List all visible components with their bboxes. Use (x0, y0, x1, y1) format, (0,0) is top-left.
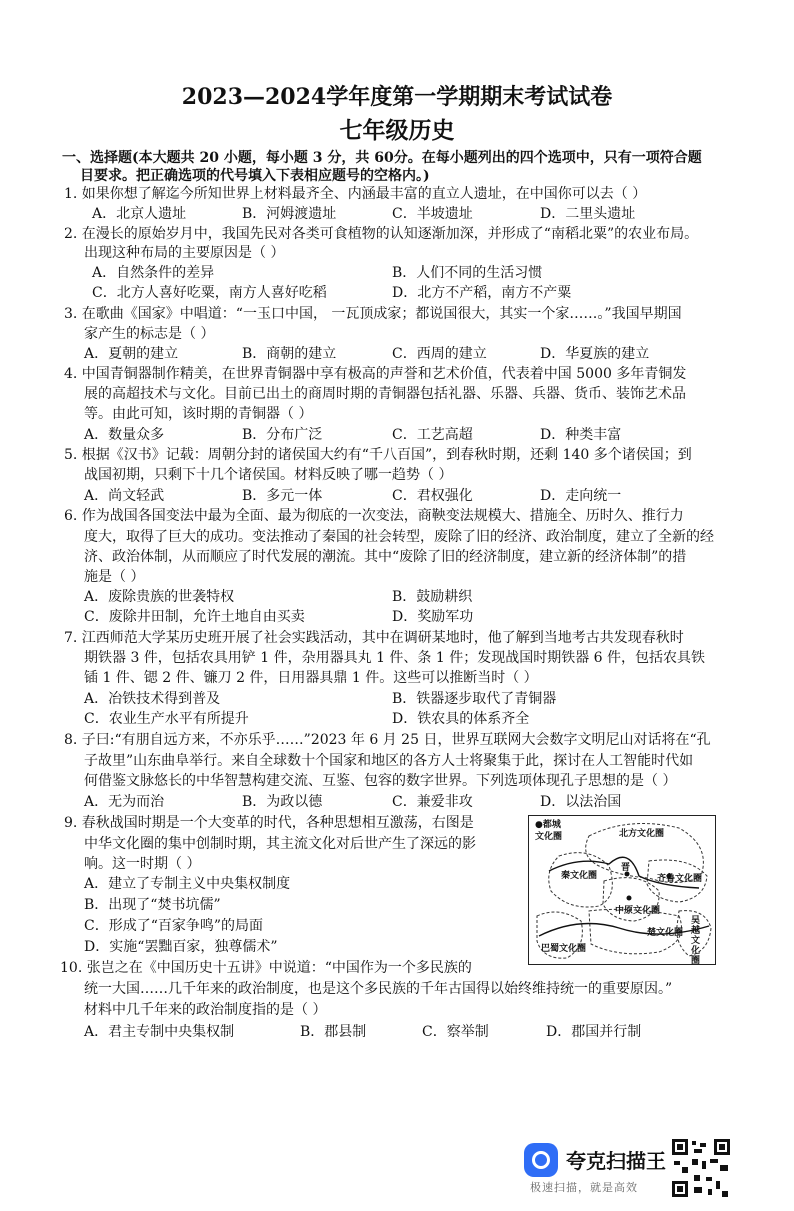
section-instruction-line1: 一、选择题(本大题共 20 小题，每小题 3 分，共 60分。在每小题列出的四个选项中，只有一项符合题 (62, 150, 702, 166)
map-label-chu: 楚文化圈 (647, 928, 684, 938)
q9-stem-line2: 中华文化圈的集中创制时期，其主流文化对后世产生了深远的影 (84, 836, 476, 852)
q7-stem-line1: 7. 江西师范大学某历史班开展了社会实践活动，其中在调研某地时，他了解到当地考古共发现春秋时 (64, 630, 684, 646)
q7-option-d: D．铁农具的体系齐全 (392, 711, 530, 727)
q9-option-a: A．建立了专制主义中央集权制度 (84, 876, 291, 892)
q3-stem-line1: 3. 在歌曲《国家》中唱道：“一玉口中国， 一瓦顶成家；都说国很大，其实一个家……。”我国早期国 (64, 306, 682, 322)
q3-stem-line2: 家产生的标志是（ ） (84, 326, 215, 342)
q1-option-c: C．半坡遗址 (392, 206, 473, 222)
map-legend-capital: ●都城 (535, 820, 561, 830)
q3-option-d: D．华夏族的建立 (540, 346, 650, 362)
q9-option-c: C．形成了“百家争鸣”的局面 (84, 918, 264, 934)
q5-stem-line1: 5. 根据《汉书》记载：周朝分封的诸侯国大约有“千八百国”，到春秋时期，还剩 140 多个诸侯国；到 (64, 447, 692, 463)
q8-option-b: B．为政以德 (242, 794, 323, 810)
section-instruction-line2: 目要求。把正确选项的代号填入下表相应题号的空格内。) (80, 168, 430, 184)
scanner-brand-name: 夸克扫描王 (566, 1149, 666, 1173)
q4-stem-line2: 展的高超技术与文化。目前已出土的商周时期的青铜器包括礼器、乐器、兵器、货币、装饰艺术品 (84, 386, 686, 402)
q6-stem-line4: 施是（ ） (84, 569, 145, 585)
scanner-logo-icon (524, 1143, 558, 1177)
map-label-jin: 晋 (621, 863, 631, 873)
q10-option-d: D．郡国并行制 (546, 1024, 642, 1040)
q4-stem-line3: 等。由此可知，该时期的青铜器（ ） (84, 406, 313, 422)
q9-stem-line3: 响。这一时期（ ） (84, 856, 201, 872)
q2-stem-line1: 2. 在漫长的原始岁月中，我国先民对各类可食植物的认知逐渐加深，并形成了“南稻北粟”的农业布局。 (64, 226, 699, 242)
q4-stem-line1: 4. 中国青铜器制作精美，在世界青铜器中享有极高的声誉和艺术价值，代表着中国 5000 多年青铜发 (64, 366, 687, 382)
q10-option-c: C．察举制 (422, 1024, 489, 1040)
q10-option-b: B．郡县制 (300, 1024, 367, 1040)
q3-option-a: A．夏朝的建立 (84, 346, 179, 362)
map-legend-culture: 文化圈 (535, 832, 563, 842)
map-label-qin: 秦文化圈 (561, 871, 598, 881)
q3-option-c: C．西周的建立 (392, 346, 487, 362)
q7-stem-line3: 锸 1 件、锶 2 件、镰刀 2 件，日用器具鼎 1 件。这些可以推断当时（ ） (84, 670, 538, 686)
q5-stem-line2: 战国初期，只剩下十几个诸侯国。材料反映了哪一趋势（ ） (84, 467, 453, 483)
q8-option-c: C．兼爱非攻 (392, 794, 473, 810)
q8-option-d: D．以法治国 (540, 794, 622, 810)
q6-option-b: B．鼓励耕织 (392, 589, 473, 605)
q7-option-a: A．冶铁技术得到普及 (84, 691, 221, 707)
q6-option-a: A．废除贵族的世袭特权 (84, 589, 235, 605)
q5-option-c: C．君权强化 (392, 488, 473, 504)
q1-option-a: A．北京人遗址 (92, 206, 187, 222)
q4-option-a: A．数量众多 (84, 427, 165, 443)
scanner-slogan: 极速扫描，就是高效 (530, 1181, 638, 1194)
map-label-central: 中原文化圈 (615, 906, 661, 916)
qr-code-icon (670, 1137, 732, 1199)
q2-stem-line2: 出现这种布局的主要原因是（ ） (84, 245, 285, 261)
q7-stem-line2: 期铁器 3 件，包括农具用铲 1 件，杂用器具丸 1 件、条 1 件；发现战国时期铁器 6 件，包括农具铁 (84, 650, 706, 666)
culture-circle-map (528, 815, 716, 965)
q4-option-d: D．种类丰富 (540, 427, 622, 443)
q6-option-d: D．奖励军功 (392, 609, 474, 625)
q2-option-c: C．北方人喜好吃粟，南方人喜好吃稻 (92, 285, 327, 301)
exam-title: 2023—2024学年度第一学期期末考试试卷 (181, 84, 613, 110)
q8-option-a: A．无为而治 (84, 794, 165, 810)
q2-option-b: B．人们不同的生活习惯 (392, 265, 543, 281)
q2-option-d: D．北方不产稻，南方不产粟 (392, 285, 572, 301)
q1-option-b: B．河姆渡遗址 (242, 206, 337, 222)
q7-option-c: C．农业生产水平有所提升 (84, 711, 249, 727)
map-label-bashu: 巴蜀文化圈 (541, 944, 587, 954)
q8-stem-line3: 何借鉴文脉悠长的中华智慧构建交流、互鉴、包容的数字世界。下列选项体现孔子思想的是（ ） (84, 773, 677, 789)
yangtze-river (539, 924, 709, 937)
q10-stem-line1: 10. 张岂之在《中国历史十五讲》中说道：“中国作为一个多民族的 (60, 960, 472, 976)
q9-option-d: D．实施“罢黜百家，独尊儒术” (84, 939, 278, 955)
q9-stem-line1: 9. 春秋战国时期是一个大变革的时代，各种思想相互激荡，右图是 (64, 815, 474, 831)
q10-stem-line2: 统一大国……几千年来的政治制度，也是这个多民族的千年古国得以始终维持统一的重要原因。” (84, 981, 673, 997)
map-label-wuyue: 吴越文化圈 (691, 916, 701, 966)
q2-option-a: A．自然条件的差异 (92, 265, 215, 281)
q1-stem: 1. 如果你想了解迄今所知世界上材料最齐全、内涵最丰富的直立人遗址，在中国你可以去（ ） (64, 186, 647, 202)
q3-option-b: B．商朝的建立 (242, 346, 337, 362)
map-label-north: 北方文化圈 (619, 829, 665, 839)
q4-option-c: C．工艺高超 (392, 427, 473, 443)
q5-option-a: A．尚文轻武 (84, 488, 165, 504)
q9-option-b: B．出现了“焚书坑儒” (84, 897, 221, 913)
q5-option-b: B．多元一体 (242, 488, 323, 504)
q10-stem-line3: 材料中几千年来的政治制度指的是（ ） (84, 1002, 327, 1018)
q1-option-d: D．二里头遗址 (540, 206, 636, 222)
q5-option-d: D．走向统一 (540, 488, 622, 504)
q8-stem-line2: 子故里”山东曲阜举行。来自全球数十个国家和地区的各方人士将聚集于此，探讨在人工智能时代如 (84, 753, 694, 769)
q6-stem-line3: 济、政治体制，从而顺应了时代发展的潮流。其中“废除了旧的经济制度，建立新的经济体制”的措 (84, 549, 687, 565)
scanner-watermark (524, 1137, 734, 1205)
q7-option-b: B．铁器逐步取代了青铜器 (392, 691, 557, 707)
q6-stem-line2: 度大，取得了巨大的成功。变法推动了秦国的社会转型，废除了旧的经济、政治制度，建立了全新的经 (84, 529, 714, 545)
q8-stem-line1: 8. 子曰:“有朋自远方来，不亦乐乎……”2023 年 6 月 25 日，世界互联网大会数字文明尼山对话将在“孔 (64, 732, 711, 748)
exam-subtitle: 七年级历史 (339, 117, 455, 144)
q6-option-c: C．废除井田制，允许土地自由买卖 (84, 609, 305, 625)
capital-dot (627, 896, 632, 901)
q10-option-a: A．君主专制中央集权制 (84, 1024, 235, 1040)
q4-option-b: B．分布广泛 (242, 427, 323, 443)
map-label-qilu: 齐鲁文化圈 (657, 874, 703, 884)
q6-stem-line1: 6. 作为战国各国变法中最为全面、最为彻底的一次变法，商鞅变法规模大、措施全、历时久、推行力 (64, 508, 684, 524)
